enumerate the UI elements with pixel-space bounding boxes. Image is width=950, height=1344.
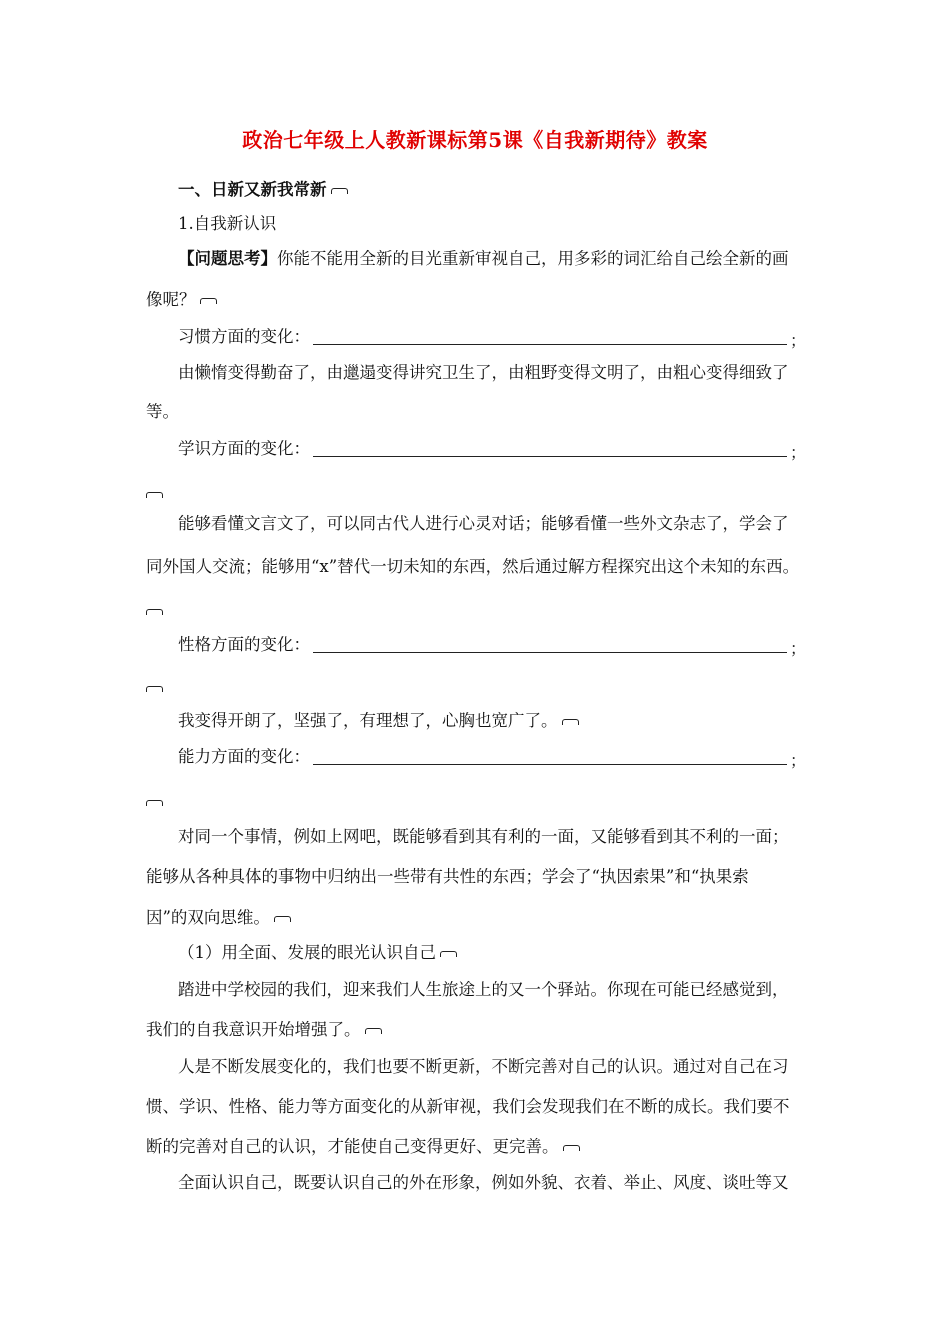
habit-label: 习惯方面的变化： (178, 327, 310, 346)
question-text-cont: 像呢？ (146, 290, 196, 309)
section-heading-text: 一、日新又新我常新 (178, 180, 327, 199)
ability-answer-line-2: 能够从各种具体的事物中归纳出一些带有共性的东西；学会了“执因索果”和“执果索 (146, 867, 749, 886)
ability-answer-line-3 (146, 908, 291, 928)
return-mark-icon (440, 951, 457, 957)
ability-answer-blank (313, 764, 787, 765)
section-heading (178, 180, 348, 200)
page-title: 政治七年级上人教新课标第5课《自我新期待》教案 (242, 128, 708, 152)
subsection-heading: 1.自我新认识 (178, 214, 277, 233)
return-mark-icon (365, 1028, 382, 1034)
return-mark-icon (200, 298, 217, 304)
habit-answer-line-2: 等。 (146, 402, 179, 421)
return-mark-icon (562, 719, 579, 725)
ability-answer-line-1: 对同一个事情，例如上网吧，既能够看到其有利的一面，又能够看到其不利的一面； (178, 827, 789, 846)
point-1-heading (178, 943, 457, 963)
ability-label: 能力方面的变化： (178, 747, 310, 766)
habit-answer-line-1: 由懒惰变得勤奋了，由邋遢变得讲究卫生了，由粗野变得文明了，由粗心变得细致了 (178, 363, 789, 382)
blank-end-semicolon: ； (790, 639, 807, 658)
return-mark-icon (146, 800, 163, 806)
return-mark-icon (331, 188, 348, 194)
point-1-text: （1）用全面、发展的眼光认识自己 (178, 943, 436, 962)
return-mark-icon (563, 1145, 580, 1151)
return-mark-icon (146, 609, 163, 615)
para-1-line-2 (146, 1020, 382, 1040)
question-text: 你能不能用全新的目光重新审视自己，用多彩的词汇给自己绘全新的画 (277, 249, 789, 268)
ability-answer-text: 因”的双向思维。 (146, 908, 270, 927)
para-2-line-3 (146, 1137, 580, 1157)
question-line-1 (178, 249, 789, 269)
knowledge-label: 学识方面的变化： (178, 439, 310, 458)
return-mark-icon (274, 916, 291, 922)
blank-end-semicolon: ； (790, 751, 807, 770)
character-answer-text: 我变得开朗了，坚强了，有理想了，心胸也宽广了。 (178, 711, 558, 730)
para-2-text: 断的完善对自己的认识，才能使自己变得更好、更完善。 (146, 1137, 559, 1156)
para-3-line-1: 全面认识自己，既要认识自己的外在形象，例如外貌、衣着、举止、风度、谈吐等又 (178, 1173, 789, 1192)
question-line-2 (146, 290, 217, 310)
character-label: 性格方面的变化： (178, 635, 310, 654)
para-1-line-1: 踏进中学校园的我们，迎来我们人生旅途上的又一个驿站。你现在可能已经感觉到， (178, 980, 789, 999)
knowledge-answer-line-1: 能够看懂文言文了，可以同古代人进行心灵对话；能够看懂一些外文杂志了，学会了 (178, 514, 789, 533)
para-1-text: 我们的自我意识开始增强了。 (146, 1020, 361, 1039)
question-prefix: 【问题思考】 (178, 249, 277, 268)
para-2-line-1: 人是不断发展变化的，我们也要不断更新，不断完善对自己的认识。通过对自己在习 (178, 1057, 789, 1076)
blank-end-semicolon: ； (790, 443, 807, 462)
knowledge-answer-line-2: 同外国人交流；能够用“x”替代一切未知的东西，然后通过解方程探究出这个未知的东西。 (146, 557, 800, 576)
blank-end-semicolon: ； (790, 331, 807, 350)
character-answer-blank (313, 652, 787, 653)
habit-answer-blank (313, 344, 787, 345)
return-mark-icon (146, 686, 163, 692)
knowledge-answer-blank (313, 456, 787, 457)
character-answer (178, 711, 579, 731)
para-2-line-2: 惯、学识、性格、能力等方面变化的从新审视，我们会发现我们在不断的成长。我们要不 (146, 1097, 790, 1116)
return-mark-icon (146, 492, 163, 498)
